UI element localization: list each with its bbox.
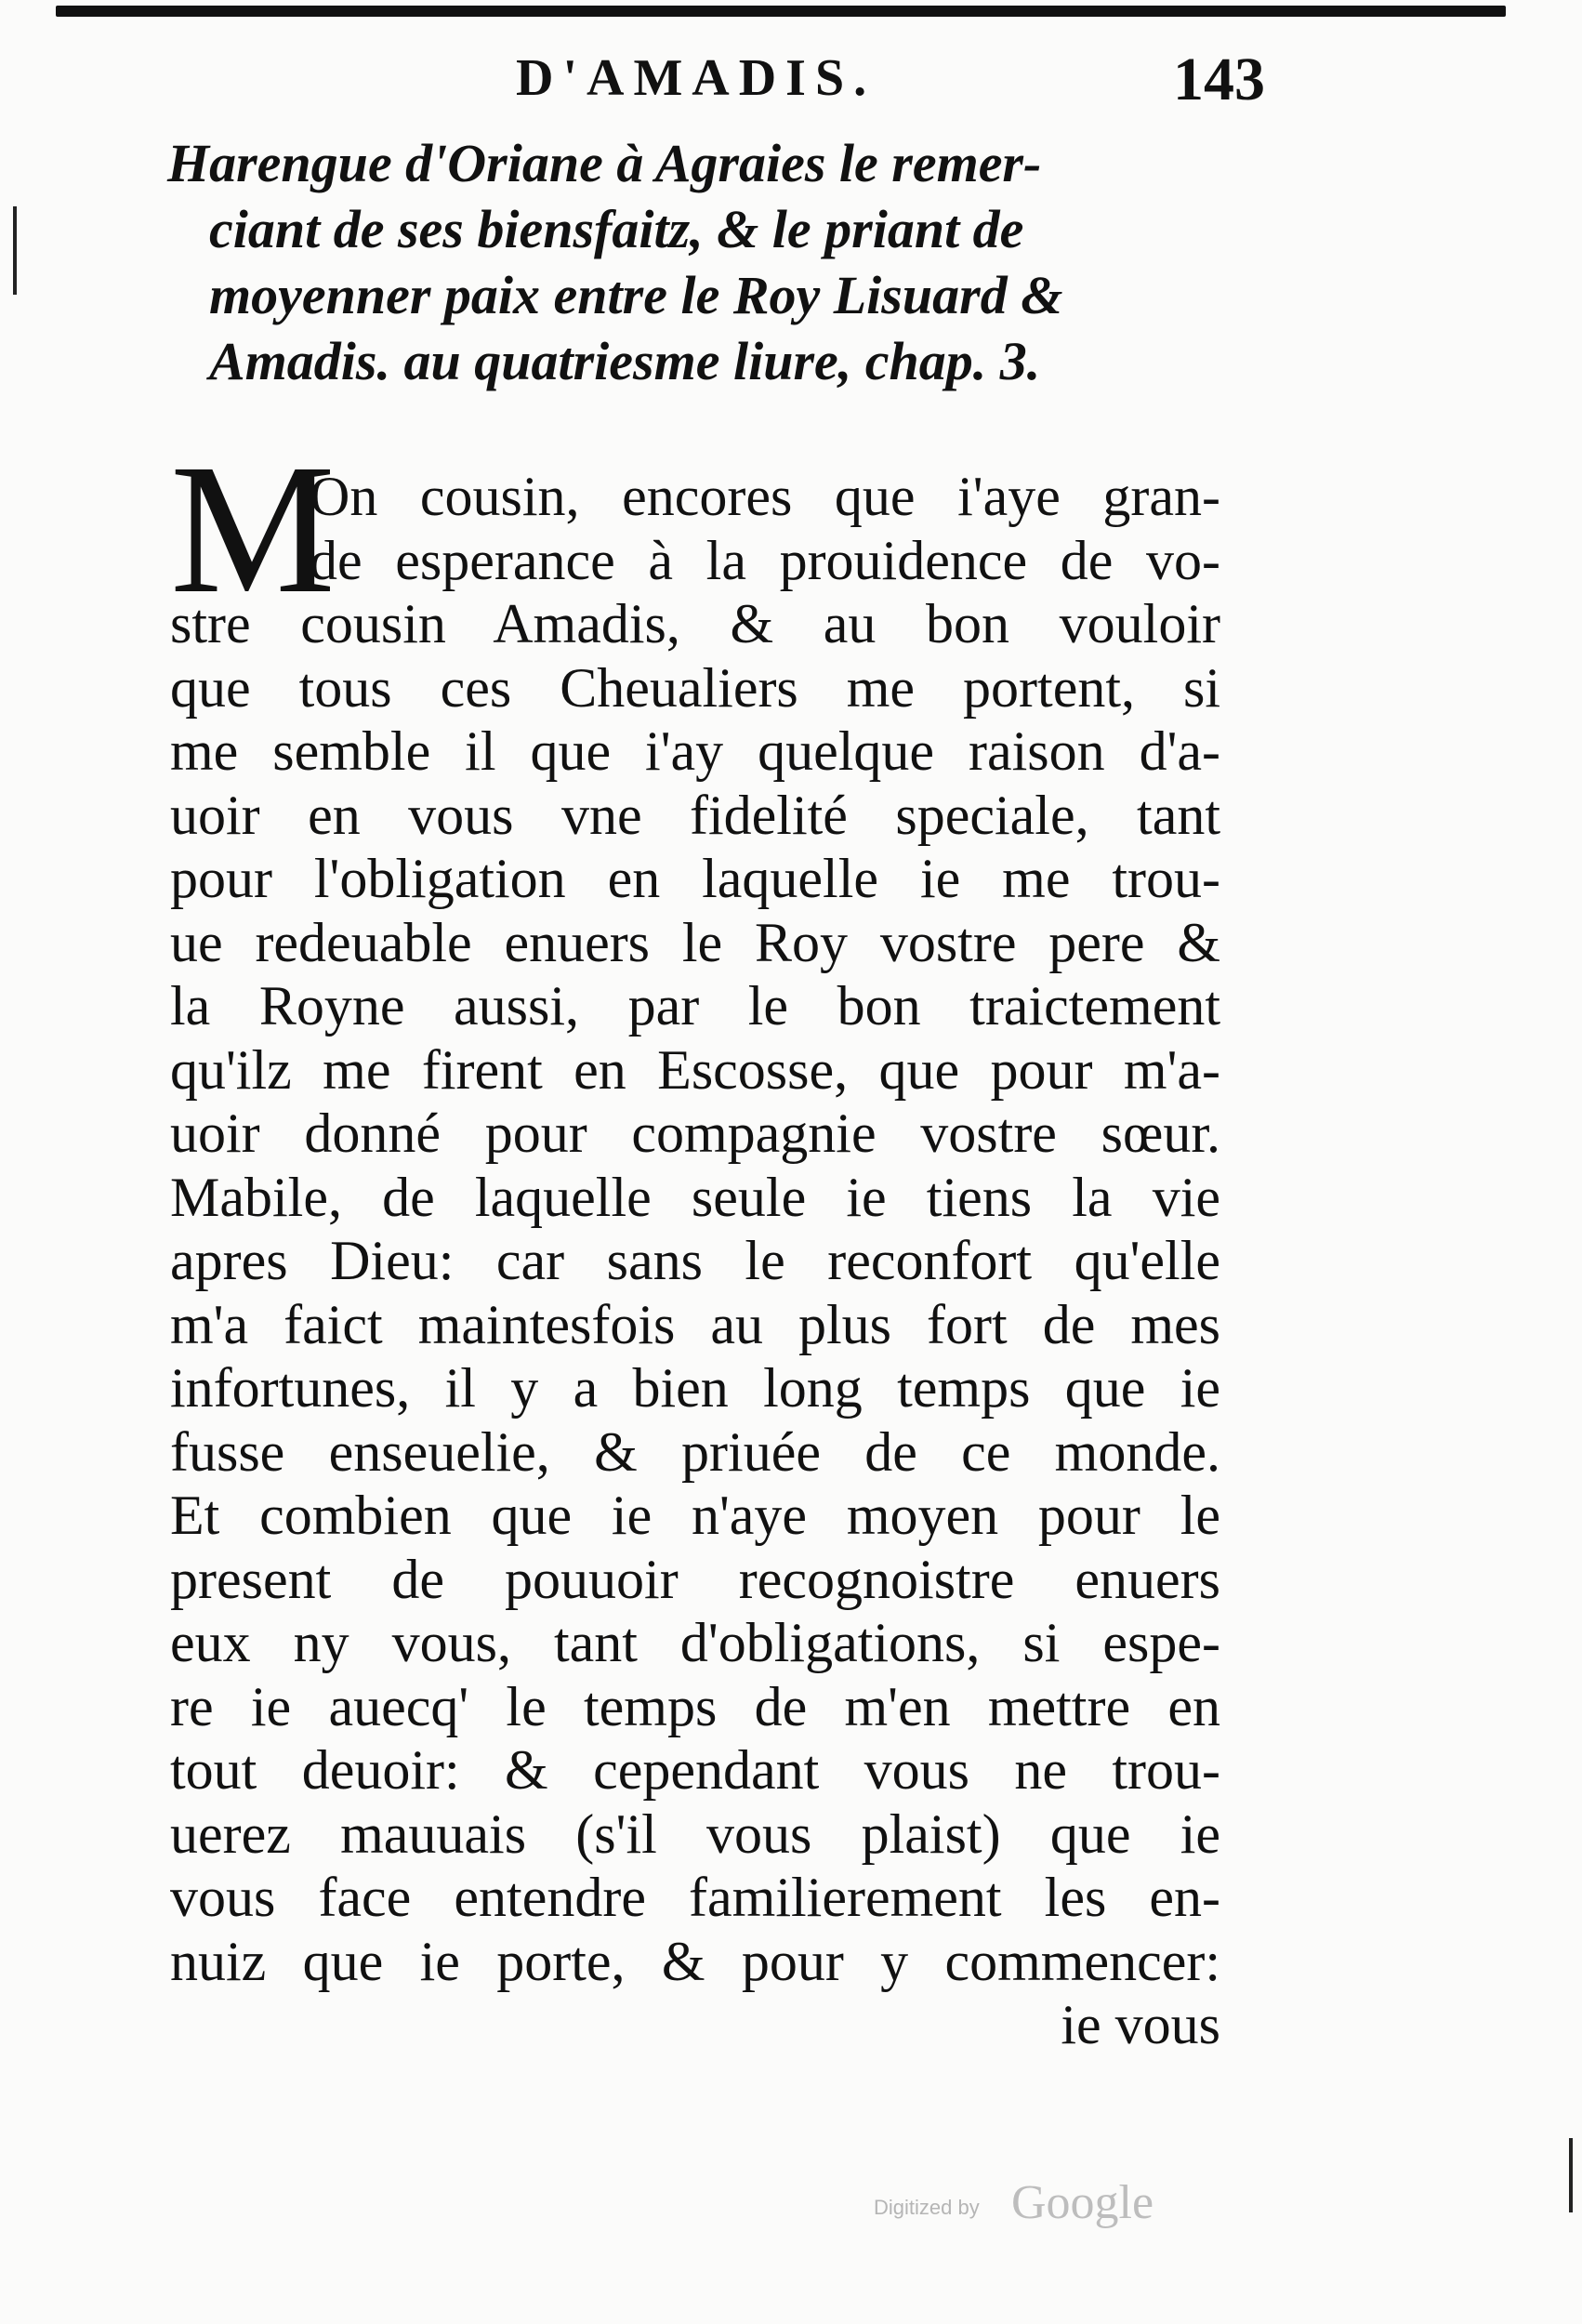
body-line: Et combien que ie n'aye moyen pour le	[170, 1485, 1220, 1546]
left-margin-mark	[13, 206, 17, 295]
body-line: uerez mauuais (s'il vous plaist) que ie	[170, 1802, 1220, 1865]
body-line: uoir donné pour compagnie vostre sœur.	[170, 1103, 1220, 1164]
drop-cap: M	[170, 427, 336, 632]
chapter-heading	[167, 130, 1218, 394]
body-line: de esperance à la prouidence de vo-	[310, 529, 1220, 591]
body-line: present de pouuoir recognoistre enuers	[170, 1548, 1220, 1610]
body-line: qu'ilz me firent en Escosse, que pour m'a-	[170, 1038, 1220, 1101]
body-line: infortunes, il y a bien long temps que ie	[170, 1357, 1220, 1419]
body-line: me semble il que i'ay quelque raison d'a-	[170, 720, 1220, 782]
body-line: vous face entendre familierement les en-	[170, 1867, 1220, 1928]
body-line: stre cousin Amadis, & au bon vouloir	[170, 593, 1220, 654]
body-line: fusse enseuelie, & priuée de ce monde.	[170, 1420, 1220, 1483]
body-line: uoir en vous vne fidelité speciale, tant	[170, 784, 1220, 846]
heading-line: ciant de ses biensfaitz, & le priant de	[209, 199, 1024, 259]
body-line: Mabile, de laquelle seule ie tiens la vie	[170, 1166, 1220, 1228]
body-line: tout deuoir: & cependant vous ne trou-	[170, 1739, 1220, 1801]
heading-line: Harengue d'Oriane à Agraies le remer-	[167, 133, 1042, 193]
digitized-by-label: Digitized by	[874, 2196, 980, 2219]
heading-line: Amadis. au quatriesme liure, chap. 3.	[209, 331, 1041, 391]
body-line: re ie auecq' le temps de m'en mettre en	[170, 1675, 1220, 1737]
body-line: m'a faict maintesfois au plus fort de mes	[170, 1293, 1220, 1355]
page-number: 143	[1173, 46, 1265, 113]
running-title: D'AMADIS.	[516, 49, 877, 107]
digitized-watermark	[874, 2175, 1208, 2231]
catchword: ie vous	[1061, 1994, 1220, 2055]
running-head	[0, 48, 1582, 113]
body-line: ue redeuable enuers le Roy vostre pere &	[170, 911, 1220, 973]
body-line: eux ny vous, tant d'obligations, si espe-	[170, 1612, 1220, 1673]
right-margin-mark	[1569, 2138, 1573, 2212]
body-line: la Royne aussi, par le bon traictement	[170, 975, 1220, 1037]
body-line: nuiz que ie porte, & pour y commencer:	[170, 1930, 1220, 1992]
body-line: que tous ces Cheualiers me portent, si	[170, 656, 1220, 719]
google-logo: Google	[1011, 2176, 1154, 2229]
heading-line: moyenner paix entre le Roy Lisuard &	[209, 265, 1063, 325]
body-text	[170, 427, 1220, 2057]
body-line: pour l'obligation en laquelle ie me trou-	[170, 848, 1220, 909]
top-rule	[56, 6, 1506, 17]
body-line: On cousin, encores que i'aye gran-	[310, 466, 1220, 527]
body-line: apres Dieu: car sans le reconfort qu'elle	[170, 1230, 1220, 1291]
